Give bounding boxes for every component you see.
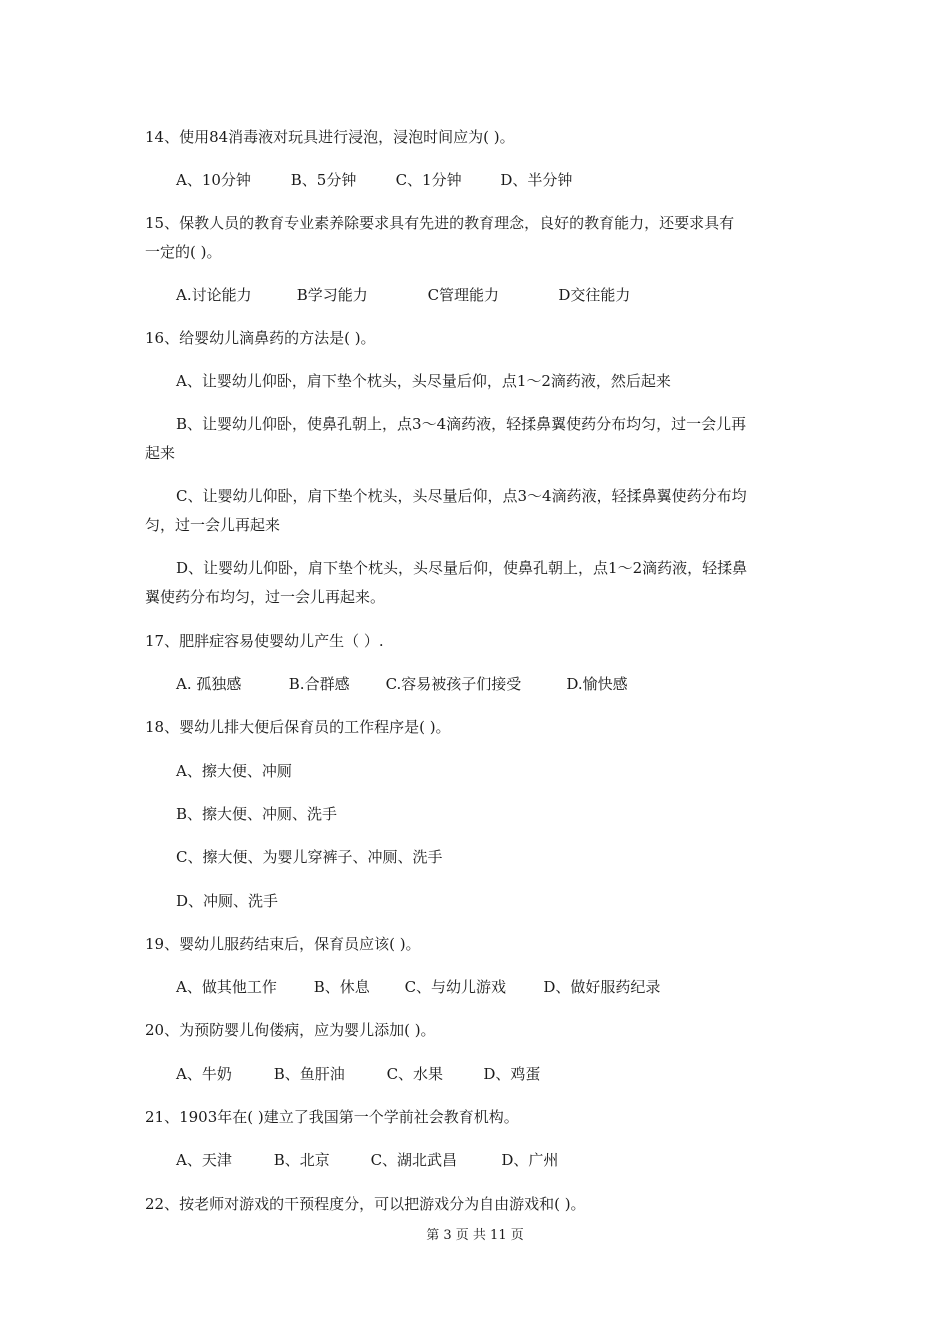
question-20-option-a: A、牛奶 — [176, 1065, 232, 1083]
question-21-options — [176, 1146, 810, 1175]
question-18-option-b: B、擦大便、冲厕、洗手 — [176, 805, 338, 823]
question-18-stem: 18、婴幼儿排大便后保育员的工作程序是( )。 — [145, 718, 451, 736]
question-16-option-d-line1: D、让婴幼儿仰卧，肩下垫个枕头，头尽量后仰，使鼻孔朝上，点1～2滴药液，轻揉鼻 — [176, 559, 748, 577]
question-20-stem: 20、为预防婴儿佝偻病，应为婴儿添加( )。 — [145, 1021, 436, 1039]
question-16-option-d-line2: 翼使药分布均匀，过一会儿再起来。 — [145, 588, 386, 606]
question-15-options — [176, 281, 810, 310]
question-19-option-b: B、休息 — [313, 978, 370, 996]
question-20-option-c: C、水果 — [386, 1065, 444, 1083]
question-15-option-c: C管理能力 — [427, 286, 500, 304]
page-footer: 第 3 页 共 11 页 — [426, 1228, 524, 1243]
question-17-option-a: A. 孤独感 — [176, 675, 242, 693]
question-21-option-d: D、广州 — [501, 1151, 559, 1169]
question-14-option-d: D、半分钟 — [500, 171, 573, 189]
question-19-options — [176, 973, 810, 1002]
question-17-stem: 17、肥胖症容易使婴幼儿产生（ ）. — [145, 632, 384, 650]
question-15-option-a: A.讨论能力 — [176, 286, 252, 304]
question-15-option-d: D交往能力 — [558, 286, 631, 304]
question-16-option-a: A、让婴幼儿仰卧，肩下垫个枕头，头尽量后仰，点1～2滴药液，然后起来 — [176, 372, 671, 390]
question-21-stem: 21、1903年在( )建立了我国第一个学前社会教育机构。 — [145, 1108, 519, 1126]
question-21-option-a: A、天津 — [176, 1151, 232, 1169]
question-19-stem: 19、婴幼儿服药结束后，保育员应该( )。 — [145, 935, 421, 953]
question-21-option-b: B、北京 — [273, 1151, 330, 1169]
question-18-option-a: A、擦大便、冲厕 — [176, 762, 292, 780]
question-22-stem: 22、按老师对游戏的干预程度分，可以把游戏分为自由游戏和( )。 — [145, 1195, 586, 1213]
question-15-option-b: B学习能力 — [296, 286, 368, 304]
question-16-option-c-line2: 匀，过一会儿再起来 — [145, 516, 281, 534]
question-14-options — [176, 166, 810, 195]
question-15-stem-line2: 一定的( )。 — [145, 243, 222, 261]
question-14-stem: 14、使用84消毒液对玩具进行浸泡，浸泡时间应为( )。 — [145, 128, 515, 146]
question-20-option-d: D、鸡蛋 — [483, 1065, 541, 1083]
question-19-option-c: C、与幼儿游戏 — [404, 978, 507, 996]
question-17-option-b: B.合群感 — [288, 675, 350, 693]
question-16-option-c-line1: C、让婴幼儿仰卧，肩下垫个枕头，头尽量后仰，点3～4滴药液，轻揉鼻翼使药分布均 — [176, 487, 747, 505]
question-18-option-d: D、冲厕、洗手 — [176, 892, 279, 910]
question-16-option-b-line2: 起来 — [145, 444, 176, 462]
question-17-option-d: D.愉快感 — [566, 675, 628, 693]
question-21-option-c: C、湖北武昌 — [370, 1151, 458, 1169]
question-19-option-a: A、做其他工作 — [176, 978, 277, 996]
question-20-options — [176, 1060, 810, 1089]
question-16-stem: 16、给婴幼儿滴鼻药的方法是( )。 — [145, 329, 376, 347]
question-14-option-b: B、5分钟 — [290, 171, 357, 189]
question-18-option-c: C、擦大便、为婴儿穿裤子、冲厕、洗手 — [176, 848, 443, 866]
question-19-option-d: D、做好服药纪录 — [543, 978, 661, 996]
question-14-option-a: A、10分钟 — [176, 171, 251, 189]
question-15-stem-line1: 15、保教人员的教育专业素养除要求具有先进的教育理念，良好的教育能力，还要求具有 — [145, 214, 735, 232]
question-17-option-c: C.容易被孩子们接受 — [385, 675, 522, 693]
question-16-option-b-line1: B、让婴幼儿仰卧，使鼻孔朝上，点3～4滴药液，轻揉鼻翼使药分布均匀，过一会儿再 — [176, 415, 747, 433]
question-20-option-b: B、鱼肝油 — [273, 1065, 345, 1083]
question-17-options — [176, 670, 810, 699]
question-14-option-c: C、1分钟 — [395, 171, 462, 189]
